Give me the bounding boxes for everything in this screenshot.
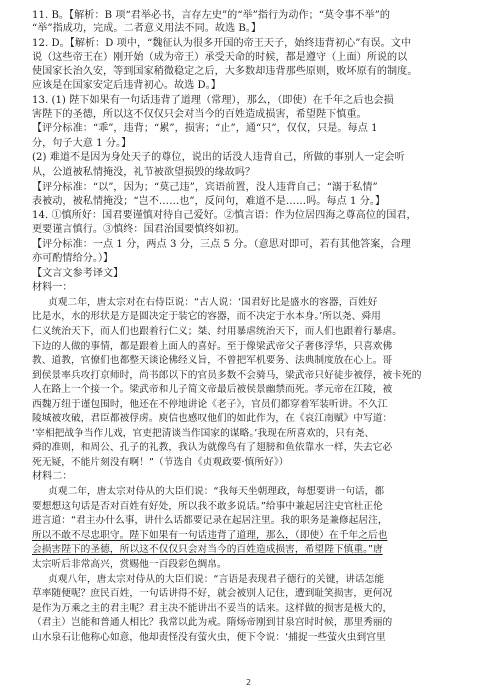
translation-line: 贞观二年，唐太宗对侍从的大臣们说：“我每天坐朝理政，每想要讲一句话，都 — [48, 486, 385, 497]
answer-line: 【评分标准：“以”，因为；“莫己违”，宾语前置，没人违背自己；“溺于私情” — [32, 182, 378, 193]
translation-line: 仁义统治天下，而人们也跟着行仁义；桀、纣用暴虐统治天下，而人们也跟着行暴虐。 — [32, 326, 403, 337]
translation-line: 陵城被攻破，君臣都被俘虏。庾信也感叹他们的如此作为，在《哀江南赋》中写道： — [32, 413, 393, 424]
translation-line: 山水泉石让他称心如意，他却责怪没有萤火虫，便下令说：‘捕捉一些萤火虫到宫里 — [32, 632, 386, 643]
material-title: 材料一： — [32, 282, 73, 293]
translation-line: ‘宰相把战争当作儿戏，官吏把清谈当作国家的谋略。’我现在所喜欢的，只有尧、 — [32, 428, 375, 439]
answer-line: 亦可酌情给分。）】 — [32, 253, 114, 264]
answer-line: “举”指成功，完成。二者意义用法不同。故选 B。】 — [32, 23, 262, 34]
translation-line: 到侯景率兵攻打京师时，尚书郎以下的官员多数不会骑马，梁武帝只好徒步被俘，被卡死的 — [32, 370, 422, 381]
translation-line: （君主）岂能和普通人相比？我常以此为戒。隋炀帝刚到甘泉宫时时候，那里秀丽的 — [32, 617, 393, 628]
answer-line: 13. (1) 陛下如果有一句话违背了道理（常理），那么，（即使）在千年之后也会损 — [32, 95, 394, 106]
translation-line: 草率随便呢？庶民百姓，一句话讲得不好，就会被别人记住，遭到耻笑损害，更何况 — [32, 588, 393, 599]
translation-line: 进言道：“君主办什么事，讲什么话都要记录在起居注里。我的职务是兼修起居注， — [32, 515, 388, 526]
answer-line: 14. ①慎所好：国君要谨慎对待自己爱好。②慎言语：作为位居四海之尊高位的国君， — [32, 210, 417, 221]
answer-line: 11. B。【解析：B 项“君举必书，言存左史”的“举”指行为动作；“莫令事不举”的 — [32, 10, 391, 21]
translation-line: 西魏万纽于谨包围时，他还在不停地讲论《老子》，官员们都穿着军装听讲。不久江 — [32, 399, 388, 410]
answer-line: 分，句子大意 1 分。】 — [32, 138, 132, 149]
translation-line: 贞观八年，唐太宗对侍从的大臣们说：“言语是表现君子德行的关键，讲话怎能 — [48, 574, 385, 585]
translation-line: 太宗听后非常高兴，赏赐他一百段彩色绸帛。 — [32, 559, 227, 570]
answer-line: 害陛下的圣德，所以这不仅仅只会对当今的百姓造成损害，希望陛下慎重。 — [32, 109, 367, 120]
answer-line: 【评分标准：一点 1 分，两点 3 分，三点 5 分。（意思对即可，若有其他答案，合理 — [32, 239, 411, 250]
answer-line: (2) 难道不是因为身处天子的尊位，说出的话没人违背自己，所做的事别人一定会听 — [32, 152, 405, 163]
translation-line: 舜的准则，和周公、孔子的礼教，我认为就像鸟有了翅膀和鱼依靠水一样，失去它必 — [32, 442, 393, 453]
translation-line: 贞观二年，唐太宗对在右侍臣说：“古人说：‘国君好比是盛水的容器，百姓好 — [48, 297, 378, 308]
answer-line: 【评分标准：“乖”，违背；“累”，损害；“止”，通“只”，仅仅，只是。每点 1 — [32, 123, 378, 134]
material-title: 材料二： — [32, 471, 73, 482]
section-heading: 【文言文参考译文】 — [32, 268, 124, 279]
answer-line: 更要谨言慎行。③慎终：国君治国要慎终如初。 — [32, 224, 246, 235]
translation-line: 教、道教，官僚们也都整天谈论佛经义旨，不曾把军机要务、法典制度放在心上。哥 — [32, 355, 393, 366]
page-number: 2 — [245, 678, 252, 687]
translation-line: 比是水，水的形状是方是圆决定于装它的容器，而不决定于水本身。’所以尧、舜用 — [32, 311, 381, 322]
translation-line: 死无疑，不能片刻没有啊！”（节选自《贞观政要·慎所好》） — [32, 457, 289, 468]
translation-line: 要想想这句话是否对百姓有好处，所以我不敢多说话。”给事中兼起居注史官杜正伦 — [32, 501, 383, 512]
answer-line: 12. D。【解析：D 项中，“魏征认为很多开国的帝王天子，始终违背初心”有误。文中 — [32, 38, 412, 49]
translation-line-underlined: 会损害陛下的圣德，所以这不仅仅只会对当今的百姓造成损害，希望陛下慎重。”唐 — [32, 544, 383, 555]
translation-line: 人在路上一个接一个。梁武帝和儿子简文帝最后被侯景幽禁而死。孝元帝在江陵，被 — [32, 384, 393, 395]
translation-line-underlined: 所以不敢不尽忠职守。陛下如果有一句话违背了道理，那么，（即使）在千年之后也 — [32, 530, 388, 541]
translation-line: 下边的人做的事情，都是跟着上面人的喜好。至于像梁武帝父子奢侈浮华，只喜欢佛 — [32, 341, 393, 352]
translation-line: 是作为万乘之主的君主呢？君主决不能讲出不妥当的话来。这样做的损害是极大的， — [32, 603, 393, 614]
answer-line: 说（这些帝王在）刚开始（成为帝王）承受天命的时候，都是遵守（上面）所说的以 — [32, 52, 408, 63]
answer-line: 表被动，被私情掩没；“岂不……也”，反问句，难道不是……吗。每点 1 分。】 — [32, 196, 386, 207]
answer-line: 从，公道被私情掩没，礼节被欲望损毁的缘故吗？ — [32, 167, 256, 178]
answer-line: 应该是在国家安定后违背初心。故选 D。】 — [32, 80, 221, 91]
answer-line: 使国家长治久安，等到国家稍微稳定之后，大多数却违背那些原则，败坏原有的制度。 — [32, 66, 418, 77]
